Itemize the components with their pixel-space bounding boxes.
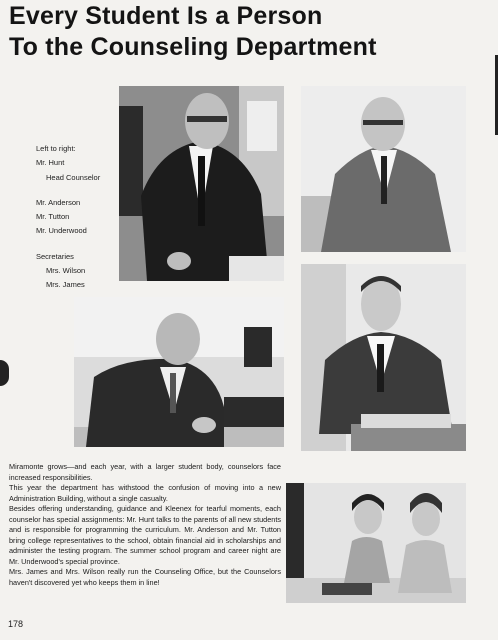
paragraph: Mrs. James and Mrs. Wilson really run the Counseling Office, but the Counselors haven't discovered yet who keeps them in line! (9, 567, 281, 587)
caption-intro: Left to right: (36, 144, 76, 153)
caption-james: Mrs. James (46, 280, 85, 290)
article-body (9, 462, 281, 588)
caption-hunt: Mr. Hunt (36, 158, 65, 168)
paragraph: This year the department has withstood the confusion of moving into a new Administration Building, without a single casualty. (9, 483, 281, 503)
caption-tutton: Mr. Tutton (36, 212, 70, 222)
caption-underwood: Mr. Underwood (36, 226, 87, 236)
photo-mr-tutton (74, 297, 284, 447)
page-number: 178 (8, 619, 24, 629)
caption-secretaries: Secretaries (36, 251, 74, 261)
paragraph: Besides offering understanding, guidance and Kleenex for tearful moments, each counselor has special assignments: Mr. Hunt talks to the parents of all new students and is responsible for programming the curriculum. Mr. Anderson and Mr. Tutton bring college representatives to the school, obtain financial aid in scholarships and administer the testing program. The summer school program and career night are Mr. Underwood's special province. (9, 504, 281, 566)
photo-secretaries (286, 483, 466, 603)
paragraph: Miramonte grows—and each year, with a larger student body, counselors face increased responsibilities. (9, 462, 281, 482)
caption-wilson: Mrs. Wilson (46, 266, 86, 276)
photo-caption (36, 142, 100, 293)
page-subtitle: To the Counseling Department (9, 33, 377, 61)
photo-mr-underwood (301, 264, 466, 451)
caption-hunt-role: Head Counselor (46, 172, 101, 182)
page-title: Every Student Is a Person (9, 2, 323, 30)
caption-anderson: Mr. Anderson (36, 197, 81, 207)
photo-mr-hunt (119, 86, 284, 281)
photo-mr-anderson (301, 86, 466, 252)
page-edge-mark (0, 360, 9, 386)
